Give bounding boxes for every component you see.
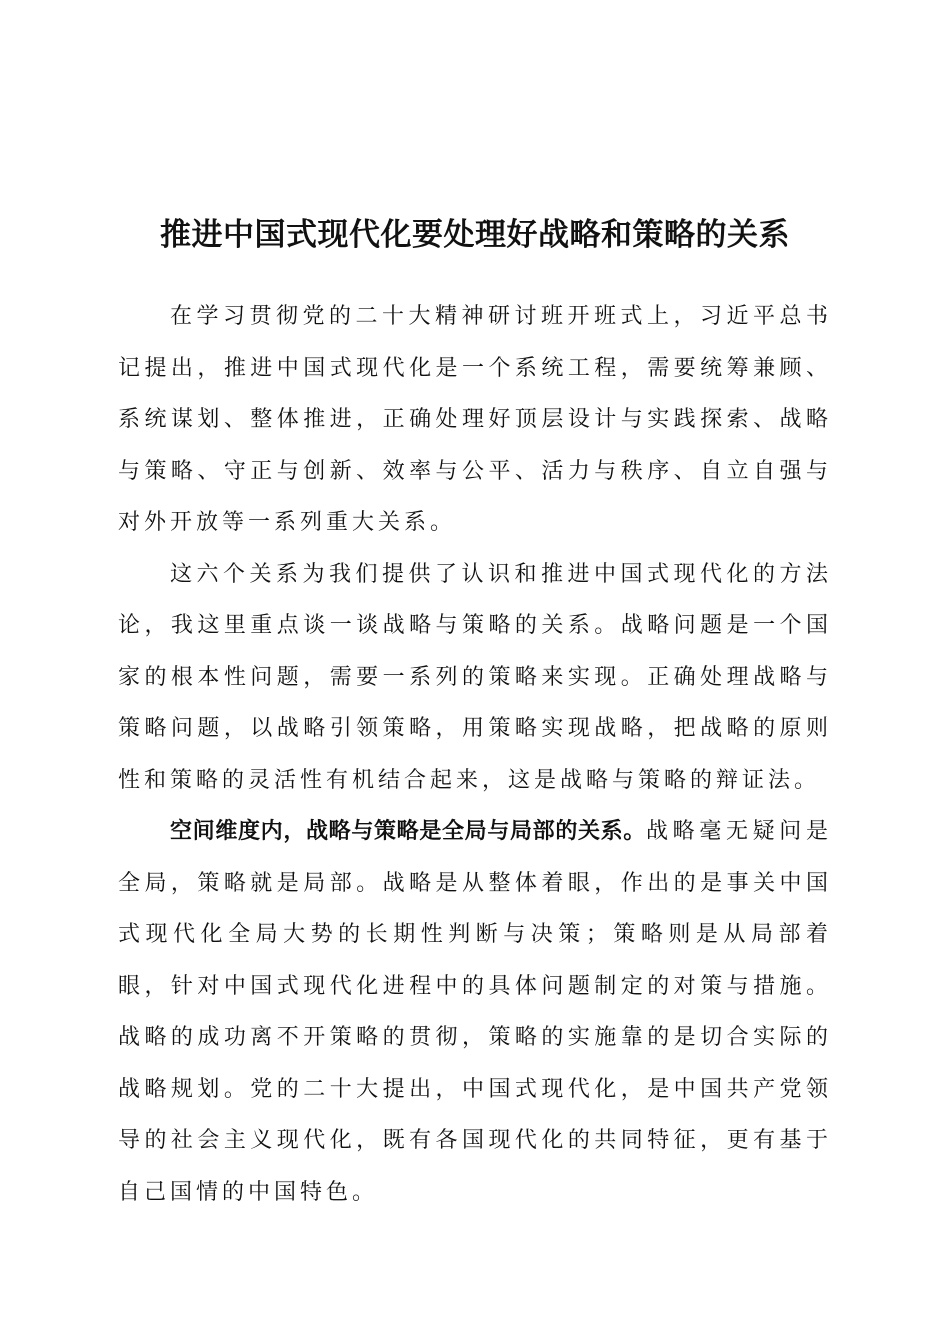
document-body <box>118 291 832 1218</box>
paragraph-2-text: 这六个关系为我们提供了认识和推进中国式现代化的方法论，我这里重点谈一谈战略与策略的关系。战略问题是一个国家的根本性问题，需要一系列的策略来实现。正确处理战略与策略问题，以战略引领策略，用策略实现战略，把战略的原则性和策略的灵活性有机结合起来，这是战略与策略的辩证法。 <box>118 561 832 793</box>
paragraph-1 <box>118 291 832 549</box>
paragraph-1-text: 在学习贯彻党的二十大精神研讨班开班式上，习近平总书记提出，推进中国式现代化是一个系统工程，需要统筹兼顾、系统谋划、整体推进，正确处理好顶层设计与实践探索、战略与策略、守正与创新、效率与公平、活力与秩序、自立自强与对外开放等一系列重大关系。 <box>118 304 832 535</box>
document-title: 推进中国式现代化要处理好战略和策略的关系 <box>160 216 790 253</box>
paragraph-3 <box>118 806 832 1218</box>
paragraph-3-text: 战略毫无疑问是全局，策略就是局部。战略是从整体着眼，作出的是事关中国式现代化全局大势的长期性判断与决策；策略则是从局部着眼，针对中国式现代化进程中的具体问题制定的对策与措施。战略的成功离不开策略的贯彻，策略的实施靠的是切合实际的战略规划。党的二十大提出，中国式现代化，是中国共产党领导的社会主义现代化，既有各国现代化的共同特征，更有基于自己国情的中国特色。 <box>118 819 832 1205</box>
paragraph-2 <box>118 549 832 807</box>
paragraph-3-lead: 空间维度内，战略与策略是全局与局部的关系。 <box>170 819 646 844</box>
